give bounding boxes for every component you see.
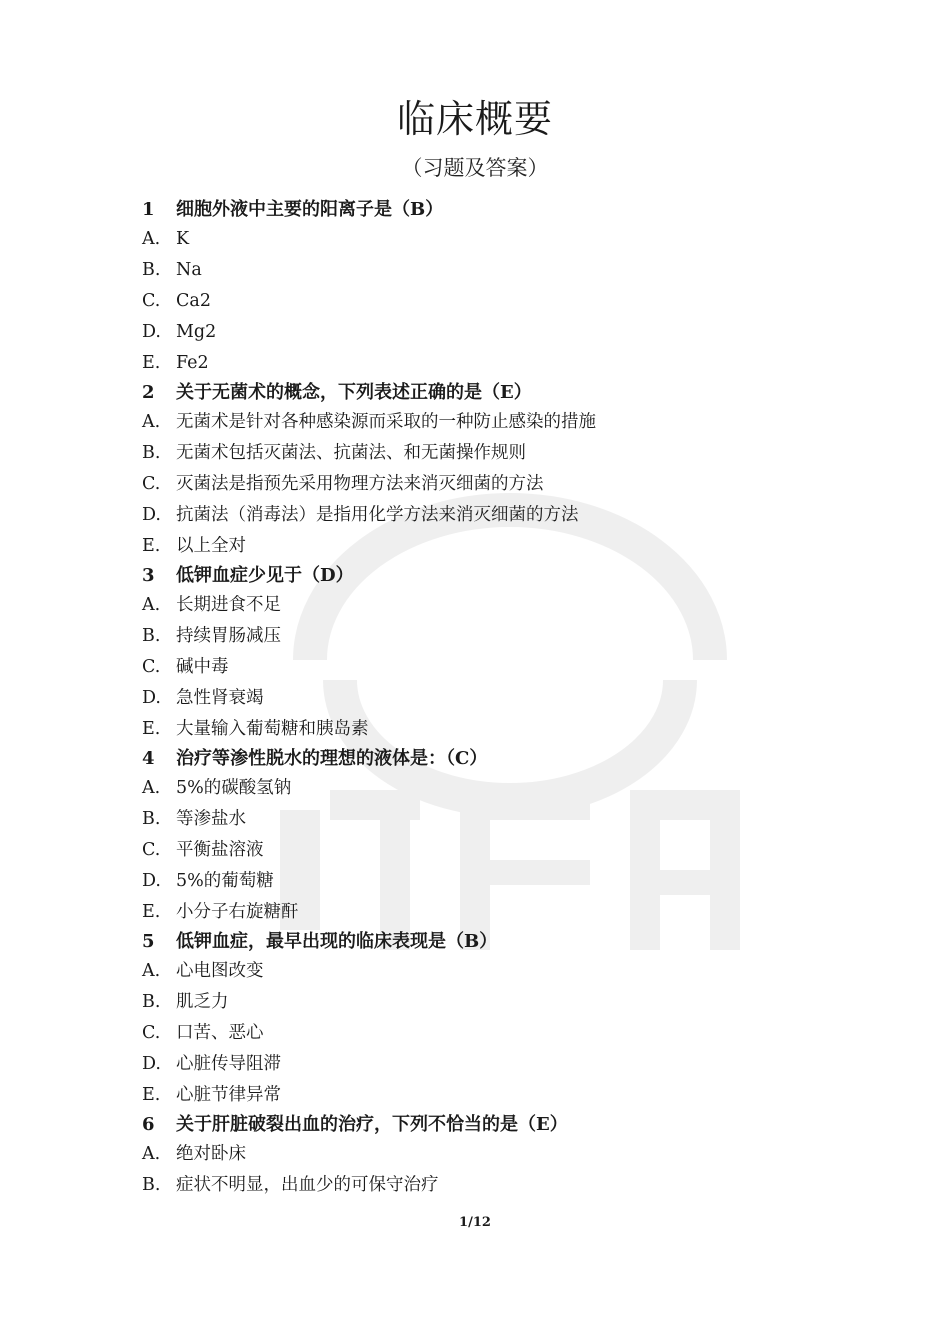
answer-option xyxy=(142,1080,842,1111)
answer-option xyxy=(142,590,842,621)
question-number: 6 xyxy=(142,1114,155,1135)
question-number: 1 xyxy=(142,199,155,220)
question-text: 关于无菌术的概念，下列表述正确的是（E） xyxy=(176,382,532,403)
option-text: 无菌术是针对各种感染源而采取的一种防止感染的措施 xyxy=(176,412,596,432)
option-text: 持续胃肠减压 xyxy=(176,626,281,646)
answer-option xyxy=(142,683,842,714)
answer-option xyxy=(142,317,842,348)
option-label: C. xyxy=(142,291,161,311)
answer-option xyxy=(142,255,842,286)
option-text: 症状不明显，出血少的可保守治疗 xyxy=(176,1175,439,1195)
answer-option xyxy=(142,866,842,897)
option-text: Mg2 xyxy=(176,322,217,342)
option-label: B. xyxy=(142,260,161,280)
option-label: D. xyxy=(142,322,161,342)
document-subtitle: （习题及答案） xyxy=(401,156,549,180)
option-text: 灭菌法是指预先采用物理方法来消灭细菌的方法 xyxy=(176,474,544,494)
question-text: 低钾血症，最早出现的临床表现是（B） xyxy=(176,931,498,952)
answer-option xyxy=(142,1049,842,1080)
option-label: E. xyxy=(142,353,161,373)
answer-option xyxy=(142,224,842,255)
answer-option xyxy=(142,500,842,531)
answer-option xyxy=(142,652,842,683)
option-label: E. xyxy=(142,1085,161,1105)
option-label: C. xyxy=(142,1023,161,1043)
answer-option xyxy=(142,1139,842,1170)
question-heading xyxy=(142,562,842,590)
option-label: A. xyxy=(142,961,161,981)
option-label: D. xyxy=(142,871,161,891)
question-text: 关于肝脏破裂出血的治疗，下列不恰当的是（E） xyxy=(176,1114,568,1135)
question-number: 3 xyxy=(142,565,155,586)
question-text: 治疗等渗性脱水的理想的液体是：（C） xyxy=(176,748,488,769)
question-heading xyxy=(142,196,842,224)
question-text: 细胞外液中主要的阳离子是（B） xyxy=(176,199,444,220)
option-label: B. xyxy=(142,992,161,1012)
option-label: D. xyxy=(142,688,161,708)
option-label: C. xyxy=(142,657,161,677)
option-text: 急性肾衰竭 xyxy=(176,688,264,708)
option-label: A. xyxy=(142,229,161,249)
question-heading xyxy=(142,379,842,407)
option-text: K xyxy=(176,229,190,249)
option-text: 等渗盐水 xyxy=(176,809,246,829)
option-text: 碱中毒 xyxy=(176,657,229,677)
question-number: 5 xyxy=(142,931,155,952)
option-text: 无菌术包括灭菌法、抗菌法、和无菌操作规则 xyxy=(176,443,526,463)
answer-option xyxy=(142,621,842,652)
option-text: 5%的碳酸氢钠 xyxy=(176,778,292,798)
option-text: 以上全对 xyxy=(176,536,246,556)
option-text: 抗菌法（消毒法）是指用化学方法来消灭细菌的方法 xyxy=(176,505,579,525)
answer-option xyxy=(142,773,842,804)
question-text: 低钾血症少见于（D） xyxy=(176,565,354,586)
option-text: 肌乏力 xyxy=(176,992,229,1012)
answer-option xyxy=(142,531,842,562)
option-label: D. xyxy=(142,1054,161,1074)
option-text: 心电图改变 xyxy=(176,961,264,981)
answer-option xyxy=(142,1170,842,1201)
answer-option xyxy=(142,897,842,928)
option-label: A. xyxy=(142,595,161,615)
option-text: 绝对卧床 xyxy=(176,1144,246,1164)
answer-option xyxy=(142,438,842,469)
answer-option xyxy=(142,987,842,1018)
answer-option xyxy=(142,469,842,500)
question-number: 2 xyxy=(142,382,155,403)
option-text: Ca2 xyxy=(176,291,211,311)
option-text: 小分子右旋糖酐 xyxy=(176,902,299,922)
page-number: 1/12 xyxy=(459,1215,491,1230)
option-text: 口苦、恶心 xyxy=(176,1023,264,1043)
answer-option xyxy=(142,286,842,317)
option-label: E. xyxy=(142,902,161,922)
option-label: B. xyxy=(142,626,161,646)
option-label: A. xyxy=(142,1144,161,1164)
option-text: 长期进食不足 xyxy=(176,595,281,615)
option-text: 大量输入葡萄糖和胰岛素 xyxy=(176,719,369,739)
option-text: Na xyxy=(176,260,202,280)
option-label: B. xyxy=(142,443,161,463)
option-label: C. xyxy=(142,840,161,860)
option-label: A. xyxy=(142,778,161,798)
answer-option xyxy=(142,956,842,987)
option-label: B. xyxy=(142,1175,161,1195)
option-label: C. xyxy=(142,474,161,494)
option-label: D. xyxy=(142,505,161,525)
answer-option xyxy=(142,804,842,835)
option-text: 平衡盐溶液 xyxy=(176,840,264,860)
question-heading xyxy=(142,1111,842,1139)
option-label: B. xyxy=(142,809,161,829)
option-label: E. xyxy=(142,536,161,556)
question-heading xyxy=(142,928,842,956)
answer-option xyxy=(142,407,842,438)
option-label: E. xyxy=(142,719,161,739)
option-text: 心脏节律异常 xyxy=(176,1085,281,1105)
option-text: 心脏传导阻滞 xyxy=(176,1054,281,1074)
option-label: A. xyxy=(142,412,161,432)
answer-option xyxy=(142,348,842,379)
answer-option xyxy=(142,835,842,866)
option-text: Fe2 xyxy=(176,353,209,373)
question-number: 4 xyxy=(142,748,155,769)
document-title: 临床概要 xyxy=(396,97,553,141)
answer-option xyxy=(142,1018,842,1049)
answer-option xyxy=(142,714,842,745)
question-list xyxy=(142,196,842,1201)
option-text: 5%的葡萄糖 xyxy=(176,871,274,891)
question-heading xyxy=(142,745,842,773)
